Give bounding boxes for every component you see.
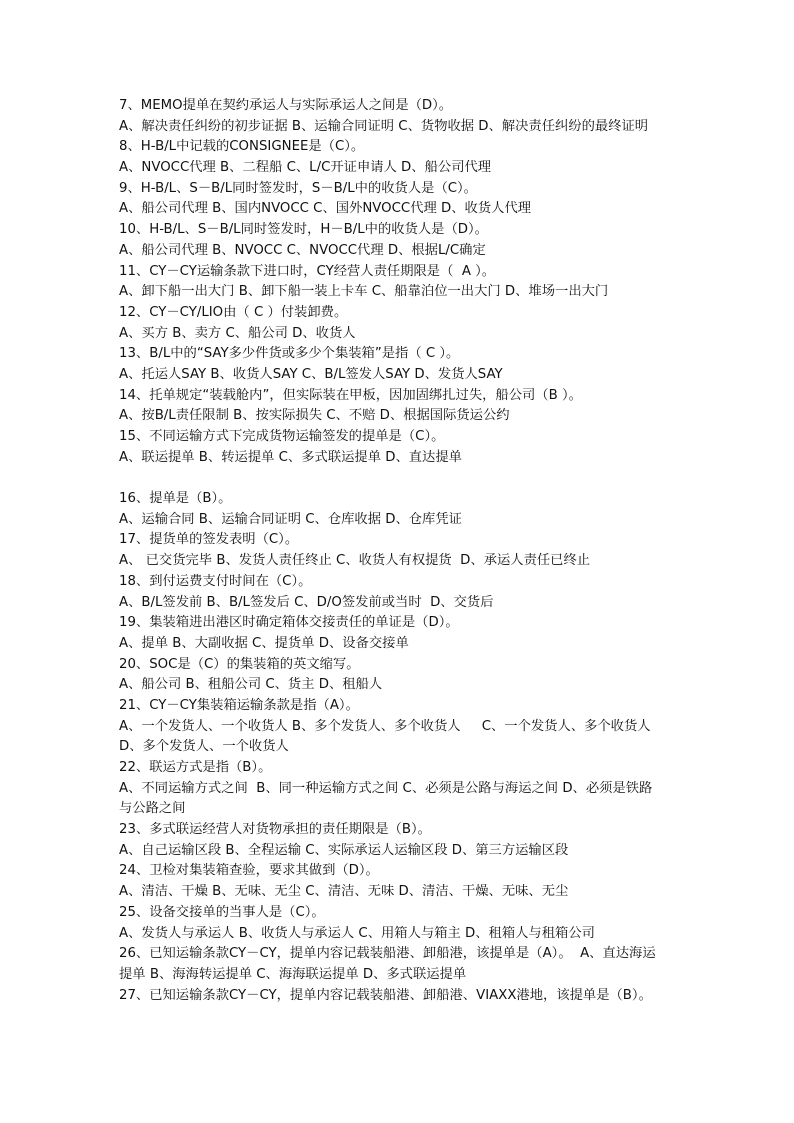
question-21: 21、CY－CY集装箱运输条款是指（A）。: [119, 697, 359, 713]
question-12: 12、CY－CY/LIO由（ C ）付装卸费。: [119, 304, 348, 320]
question-16: 16、提单是（B）。: [119, 491, 232, 507]
options-26: 提单 B、海海转运提单 C、海海联运提单 D、多式联运提单: [119, 966, 467, 982]
blank-line: [119, 468, 679, 489]
question-13: 13、B/L中的“SAY多少件货或多少个集装箱”是指（ C ）。: [119, 346, 460, 362]
options-18: A、B/L签发前 B、B/L签发后 C、D/O签发前或当时 D、交货后: [119, 594, 494, 610]
question-8: 8、H-B/L中记载的CONSIGNEE是（C）。: [119, 139, 365, 155]
options-12: A、买方 B、卖方 C、船公司 D、收货人: [119, 325, 356, 341]
question-11: 11、CY－CY运输条款下进口时，CY经营人责任期限是（ A ）。: [119, 263, 496, 279]
options-19: A、提单 B、大副收据 C、提货单 D、设备交接单: [119, 635, 409, 651]
options-17: A、 已交货完毕 B、发货人责任终止 C、收货人有权提货 D、承运人责任已终止: [119, 553, 591, 569]
options-13: A、托运人SAY B、收货人SAY C、B/L签发人SAY D、发货人SAY: [119, 366, 503, 382]
question-24: 24、卫检对集装箱查验，要求其做到（D）。: [119, 863, 379, 879]
question-26: 26、已知运输条款CY－CY，提单内容记载装船港、卸船港，该提单是（A）。 A、直达海运: [119, 946, 656, 962]
options-8: A、NVOCC代理 B、二程船 C、L/C开证申请人 D、船公司代理: [119, 160, 492, 176]
options-20: A、船公司 B、租船公司 C、货主 D、租船人: [119, 677, 383, 693]
options-14: A、按B/L责任限制 B、按实际损失 C、不赔 D、根据国际货运公约: [119, 408, 510, 424]
question-15: 15、不同运输方式下完成货物运输签发的提单是（C）。: [119, 429, 445, 444]
question-18: 18、到付运费支付时间在（C）。: [119, 573, 312, 589]
options-11: A、卸下船一出大门 B、卸下船一装上卡车 C、船靠泊位一出大门 D、堆场一出大门: [119, 284, 609, 300]
question-27: 27、已知运输条款CY－CY，提单内容记载装船港、卸船港、VIAXX港地，该提单是（B）。: [119, 987, 652, 1003]
question-7: 7、MEMO提单在契约承运人与实际承运人之间是（D）。: [119, 98, 453, 113]
question-25: 25、设备交接单的当事人是（C）。: [119, 904, 325, 920]
question-10: 10、H-B/L、S－B/L同时签发时，H－B/L中的收货人是（D）。: [119, 222, 488, 238]
options-9: A、船公司代理 B、国内NVOCC C、国外NVOCC代理 D、收货人代理: [119, 201, 532, 217]
question-20: 20、SOC是（C）的集装箱的英文缩写。: [119, 656, 360, 672]
question-23: 23、多式联运经营人对货物承担的责任期限是（B）。: [119, 822, 431, 838]
options-25: A、发货人与承运人 B、收货人与承运人 C、用箱人与箱主 D、租箱人与租箱公司: [119, 925, 595, 941]
question-17: 17、提货单的签发表明（C）。: [119, 532, 299, 548]
options-21: A、一个发货人、一个收货人 B、多个发货人、多个收货人 C、一个发货人、多个收货人: [119, 718, 651, 734]
options-16: A、运输合同 B、运输合同证明 C、仓库收据 D、仓库凭证: [119, 511, 462, 527]
options-22-cont: 与公路之间: [119, 801, 186, 817]
question-19: 19、集装箱进出港区时确定箱体交接责任的单证是（D）。: [119, 615, 459, 631]
question-14: 14、托单规定“装载舱内”，但实际装在甲板，因加固绑扎过失，船公司（B ）。: [119, 387, 582, 403]
options-15: A、联运提单 B、转运提单 C、多式联运提单 D、直达提单: [119, 449, 462, 465]
options-23: A、自己运输区段 B、全程运输 C、实际承运人运输区段 D、第三方运输区段: [119, 842, 569, 858]
options-24: A、清洁、干燥 B、无味、无尘 C、清洁、无味 D、清洁、干燥、无味、无尘: [119, 884, 569, 900]
question-22: 22、联运方式是指（B）。: [119, 760, 272, 775]
document-body: [119, 96, 679, 1006]
options-7: A、解决责任纠纷的初步证据 B、运输合同证明 C、货物收据 D、解决责任纠纷的最终证明: [119, 118, 649, 134]
question-9: 9、H-B/L、S－B/L同时签发时，S－B/L中的收货人是（C）。: [119, 180, 477, 196]
options-10: A、船公司代理 B、NVOCC C、NVOCC代理 D、根据L/C确定: [119, 242, 486, 258]
options-22: A、不同运输方式之间 B、同一种运输方式之间 C、必须是公路与海运之间 D、必须是铁路: [119, 780, 653, 796]
options-21-cont: D、多个发货人、一个收货人: [119, 739, 289, 755]
